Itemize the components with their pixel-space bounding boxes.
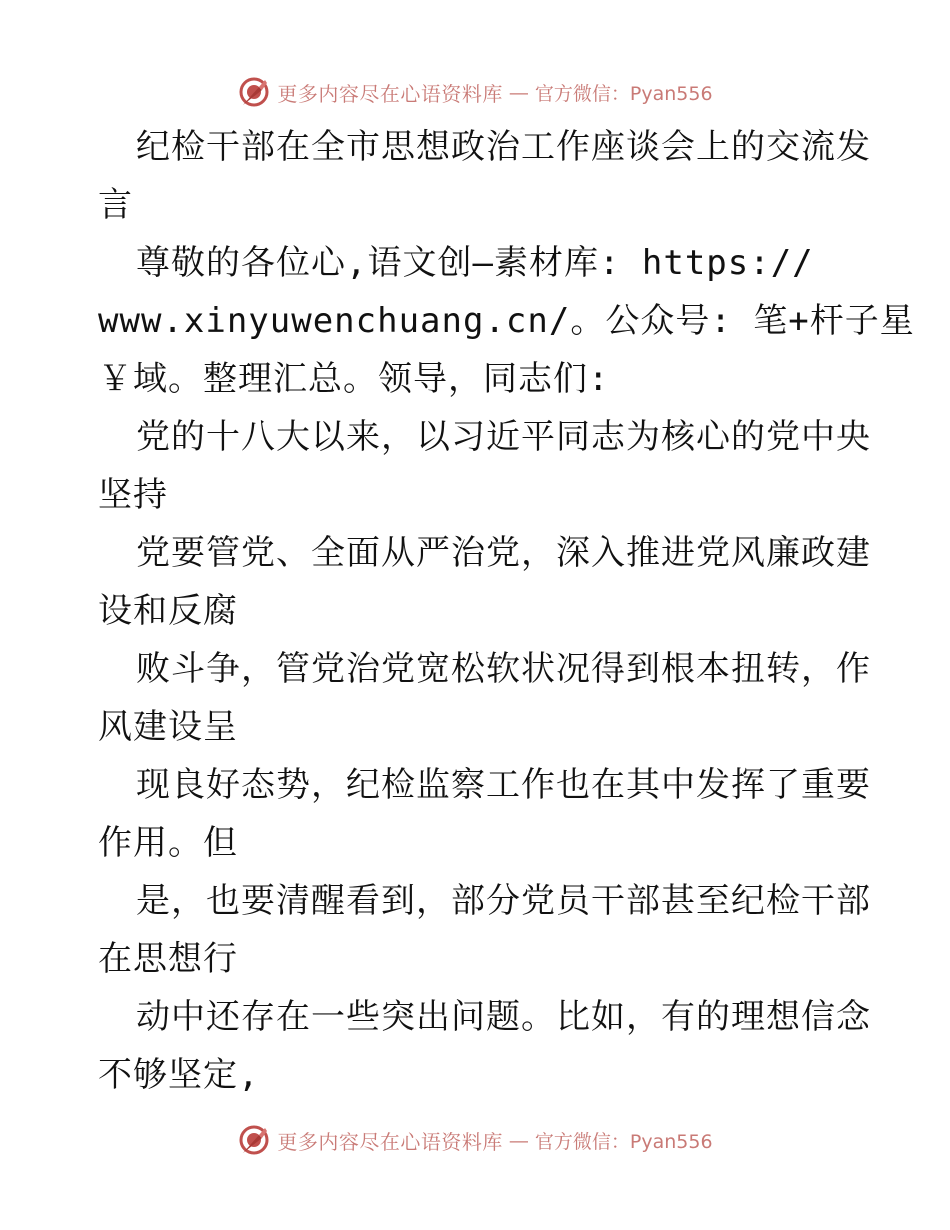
watermark-wechat: 官方微信：Pyan556 bbox=[534, 1130, 713, 1153]
title-line: 纪检干部在全市思想政治工作座谈会上的交流发 bbox=[136, 127, 871, 167]
watermark-separator: — bbox=[508, 80, 529, 104]
header-watermark bbox=[0, 72, 950, 112]
watermark-separator: — bbox=[508, 1128, 529, 1152]
watermark-text: 更多内容尽在心语资料库 bbox=[277, 81, 503, 106]
paragraph-line: 党要管党、全面从严治党，深入推进党风廉政建 bbox=[136, 533, 871, 573]
pen-logo-icon bbox=[237, 75, 271, 109]
paragraph-line: ￥域。整理汇总。领导，同志们: bbox=[98, 359, 610, 399]
document-body bbox=[98, 118, 915, 1104]
paragraph-line: 动中还存在一些突出问题。比如，有的理想信念 bbox=[136, 997, 871, 1037]
paragraph-line: www.xinyuwenchuang.cn/。公众号: 笔+杆子星 bbox=[98, 301, 915, 341]
watermark-text: 更多内容尽在心语资料库 bbox=[277, 1129, 503, 1154]
paragraph-line: 坚持 bbox=[98, 475, 168, 515]
paragraph-line: 设和反腐 bbox=[98, 591, 238, 631]
paragraph-line: 是，也要清醒看到，部分党员干部甚至纪检干部 bbox=[136, 881, 871, 921]
paragraph-line: 败斗争，管党治党宽松软状况得到根本扭转，作 bbox=[136, 649, 871, 689]
watermark-wechat: 官方微信：Pyan556 bbox=[534, 82, 713, 105]
footer-watermark bbox=[0, 1120, 950, 1160]
paragraph-line: 党的十八大以来，以习近平同志为核心的党中央 bbox=[136, 417, 871, 457]
paragraph-line: 现良好态势，纪检监察工作也在其中发挥了重要 bbox=[136, 765, 871, 805]
paragraph-line: 尊敬的各位心,语文创—素材库: https:// bbox=[136, 243, 814, 283]
paragraph-line: 风建设呈 bbox=[98, 707, 238, 747]
pen-logo-icon bbox=[237, 1123, 271, 1157]
title-line-continued: 言 bbox=[98, 185, 133, 225]
paragraph-line: 在思想行 bbox=[98, 939, 238, 979]
paragraph-line: 作用。但 bbox=[98, 823, 238, 863]
paragraph-line: 不够坚定, bbox=[98, 1055, 260, 1095]
